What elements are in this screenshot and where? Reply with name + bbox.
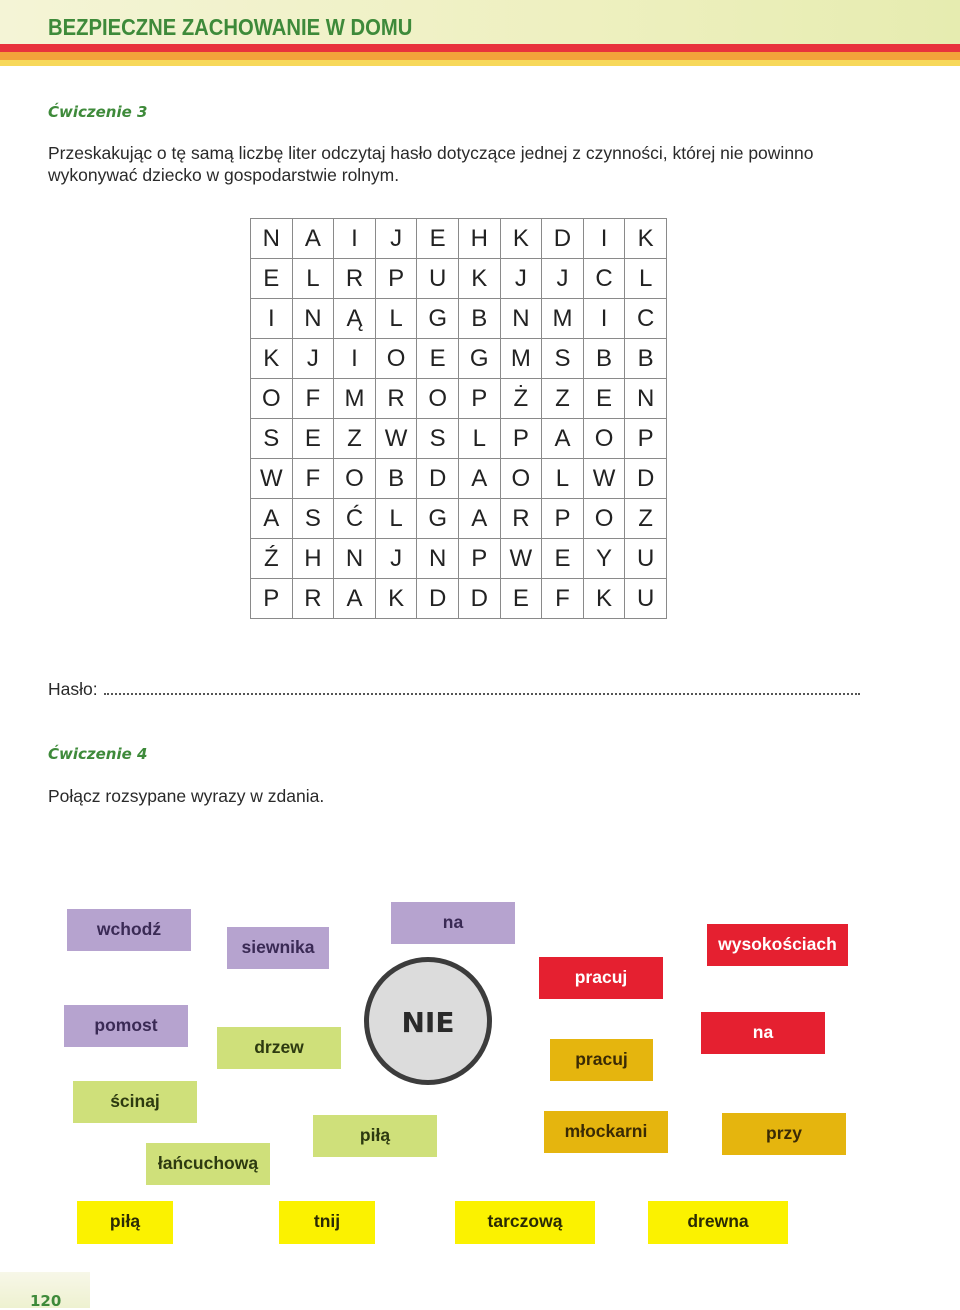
header-stripe-orange	[0, 52, 960, 60]
grid-cell[interactable]: N	[292, 299, 334, 339]
grid-cell[interactable]: K	[583, 579, 625, 619]
grid-cell[interactable]: Z	[625, 499, 667, 539]
word-card-lancuchowa[interactable]: łańcuchową	[146, 1143, 270, 1185]
grid-cell[interactable]: J	[542, 259, 584, 299]
grid-cell[interactable]: R	[334, 259, 376, 299]
word-card-na-top[interactable]: na	[391, 902, 515, 944]
page-number: 120	[30, 1292, 62, 1310]
nie-circle[interactable]	[364, 957, 492, 1085]
grid-cell[interactable]: A	[251, 499, 293, 539]
grid-cell[interactable]: E	[251, 259, 293, 299]
grid-cell[interactable]: O	[583, 499, 625, 539]
word-card-scinaj[interactable]: ścinaj	[73, 1081, 197, 1123]
grid-cell[interactable]: W	[500, 539, 542, 579]
grid-cell[interactable]: I	[334, 219, 376, 259]
word-card-drzew[interactable]: drzew	[217, 1027, 341, 1069]
grid-cell[interactable]: P	[542, 499, 584, 539]
answer-line	[48, 679, 860, 700]
grid-cell[interactable]: E	[500, 579, 542, 619]
grid-cell[interactable]: W	[375, 419, 417, 459]
word-card-drewna[interactable]: drewna	[648, 1201, 788, 1244]
grid-row	[251, 499, 667, 539]
grid-cell[interactable]: L	[625, 259, 667, 299]
grid-cell[interactable]: B	[583, 339, 625, 379]
grid-cell[interactable]: A	[542, 419, 584, 459]
grid-cell[interactable]: U	[625, 539, 667, 579]
grid-cell[interactable]: K	[375, 579, 417, 619]
word-card-wysokosciach[interactable]: wysokościach	[707, 924, 848, 966]
grid-cell[interactable]: C	[625, 299, 667, 339]
grid-row	[251, 579, 667, 619]
grid-cell[interactable]: A	[458, 499, 500, 539]
grid-cell[interactable]: D	[417, 459, 459, 499]
letter-grid	[250, 218, 667, 619]
grid-cell[interactable]: P	[458, 379, 500, 419]
grid-cell[interactable]: R	[375, 379, 417, 419]
word-card-siewnika[interactable]: siewnika	[227, 927, 329, 969]
grid-cell[interactable]: O	[583, 419, 625, 459]
grid-cell[interactable]: L	[458, 419, 500, 459]
grid-cell[interactable]: I	[583, 299, 625, 339]
grid-cell[interactable]: P	[500, 419, 542, 459]
word-card-tnij[interactable]: tnij	[279, 1201, 375, 1244]
word-card-tarczowa[interactable]: tarczową	[455, 1201, 595, 1244]
grid-cell[interactable]: P	[458, 539, 500, 579]
grid-cell[interactable]: Ż	[500, 379, 542, 419]
word-card-pracuj-gold[interactable]: pracuj	[550, 1039, 653, 1081]
word-card-na-red[interactable]: na	[701, 1012, 825, 1054]
grid-row	[251, 219, 667, 259]
grid-cell[interactable]: Ź	[251, 539, 293, 579]
grid-cell[interactable]: E	[583, 379, 625, 419]
grid-cell[interactable]: M	[542, 299, 584, 339]
grid-cell[interactable]: L	[542, 459, 584, 499]
grid-cell[interactable]: K	[251, 339, 293, 379]
grid-cell[interactable]: K	[500, 219, 542, 259]
grid-cell[interactable]: I	[583, 219, 625, 259]
grid-cell[interactable]: E	[417, 219, 459, 259]
grid-cell[interactable]: Ą	[334, 299, 376, 339]
nie-text: NIE	[401, 1006, 455, 1039]
header-stripe-red	[0, 44, 960, 52]
grid-cell[interactable]: L	[375, 299, 417, 339]
grid-cell[interactable]: J	[292, 339, 334, 379]
grid-cell[interactable]: O	[500, 459, 542, 499]
answer-label: Hasło:	[48, 679, 98, 699]
grid-cell[interactable]: D	[417, 579, 459, 619]
instruction-line-2: wykonywać dziecko w gospodarstwie rolnym.	[48, 165, 400, 185]
grid-row	[251, 339, 667, 379]
grid-cell[interactable]: G	[417, 499, 459, 539]
header-stripe-yellow	[0, 60, 960, 66]
grid-row	[251, 299, 667, 339]
grid-cell[interactable]: J	[500, 259, 542, 299]
exercise-4-label: Ćwiczenie 4	[48, 745, 148, 763]
grid-cell[interactable]: C	[583, 259, 625, 299]
exercise-4-instruction: Połącz rozsypane wyrazy w zdania.	[48, 786, 325, 806]
grid-cell[interactable]: N	[251, 219, 293, 259]
grid-cell[interactable]: S	[542, 339, 584, 379]
grid-cell[interactable]: S	[292, 499, 334, 539]
grid-row	[251, 379, 667, 419]
grid-cell[interactable]: P	[625, 419, 667, 459]
grid-cell[interactable]: M	[334, 379, 376, 419]
grid-cell[interactable]: A	[458, 459, 500, 499]
grid-cell[interactable]: Y	[583, 539, 625, 579]
grid-cell[interactable]: N	[625, 379, 667, 419]
grid-row	[251, 419, 667, 459]
word-card-pila-yellow[interactable]: piłą	[77, 1201, 173, 1244]
grid-cell[interactable]: P	[251, 579, 293, 619]
grid-cell[interactable]: W	[251, 459, 293, 499]
grid-cell[interactable]: Z	[334, 419, 376, 459]
instruction-line-1: Przeskakując o tę samą liczbę liter odczytaj hasło dotyczące jednej z czynności, której nie powinno	[48, 143, 814, 163]
grid-cell[interactable]: G	[417, 299, 459, 339]
grid-cell[interactable]: P	[375, 259, 417, 299]
grid-cell[interactable]: Z	[542, 379, 584, 419]
grid-cell[interactable]: J	[375, 539, 417, 579]
word-card-pracuj-red[interactable]: pracuj	[539, 957, 663, 999]
grid-cell[interactable]: K	[625, 219, 667, 259]
grid-cell[interactable]: I	[251, 299, 293, 339]
grid-cell[interactable]: R	[500, 499, 542, 539]
grid-cell[interactable]: U	[417, 259, 459, 299]
grid-cell[interactable]: O	[417, 379, 459, 419]
grid-cell[interactable]: B	[375, 459, 417, 499]
grid-cell[interactable]: A	[334, 579, 376, 619]
word-card-mlockarni[interactable]: młockarni	[544, 1111, 668, 1153]
grid-cell[interactable]: J	[375, 219, 417, 259]
grid-cell[interactable]: L	[375, 499, 417, 539]
exercise-3-label: Ćwiczenie 3	[48, 103, 148, 121]
page-title: BEZPIECZNE ZACHOWANIE W DOMU	[48, 14, 413, 40]
grid-cell[interactable]: M	[500, 339, 542, 379]
grid-cell[interactable]: O	[251, 379, 293, 419]
grid-cell[interactable]: S	[251, 419, 293, 459]
grid-cell[interactable]: I	[334, 339, 376, 379]
grid-cell[interactable]: F	[292, 379, 334, 419]
grid-cell[interactable]: D	[542, 219, 584, 259]
grid-cell[interactable]: H	[458, 219, 500, 259]
grid-cell[interactable]: U	[625, 579, 667, 619]
grid-cell[interactable]: N	[417, 539, 459, 579]
word-card-przy[interactable]: przy	[722, 1113, 846, 1155]
grid-cell[interactable]: R	[292, 579, 334, 619]
grid-cell[interactable]: N	[500, 299, 542, 339]
grid-cell[interactable]: L	[292, 259, 334, 299]
word-card-wchodz[interactable]: wchodź	[67, 909, 191, 951]
exercise-3-instruction	[48, 142, 908, 186]
grid-cell[interactable]: W	[583, 459, 625, 499]
grid-cell[interactable]: E	[542, 539, 584, 579]
grid-row	[251, 459, 667, 499]
grid-cell[interactable]: H	[292, 539, 334, 579]
grid-cell[interactable]: E	[292, 419, 334, 459]
grid-cell[interactable]: K	[458, 259, 500, 299]
grid-cell[interactable]: S	[417, 419, 459, 459]
grid-cell[interactable]: E	[417, 339, 459, 379]
grid-cell[interactable]: O	[334, 459, 376, 499]
grid-cell[interactable]: Ć	[334, 499, 376, 539]
word-card-pila-green[interactable]: piłą	[313, 1115, 437, 1157]
grid-cell[interactable]: D	[625, 459, 667, 499]
grid-cell[interactable]: D	[458, 579, 500, 619]
grid-cell[interactable]: B	[625, 339, 667, 379]
grid-cell[interactable]: B	[458, 299, 500, 339]
grid-row	[251, 539, 667, 579]
grid-row	[251, 259, 667, 299]
grid-cell[interactable]: O	[375, 339, 417, 379]
grid-cell[interactable]: F	[542, 579, 584, 619]
grid-cell[interactable]: G	[458, 339, 500, 379]
grid-cell[interactable]: F	[292, 459, 334, 499]
grid-cell[interactable]: A	[292, 219, 334, 259]
answer-blank[interactable]	[104, 679, 860, 695]
word-card-pomost[interactable]: pomost	[64, 1005, 188, 1047]
grid-cell[interactable]: N	[334, 539, 376, 579]
